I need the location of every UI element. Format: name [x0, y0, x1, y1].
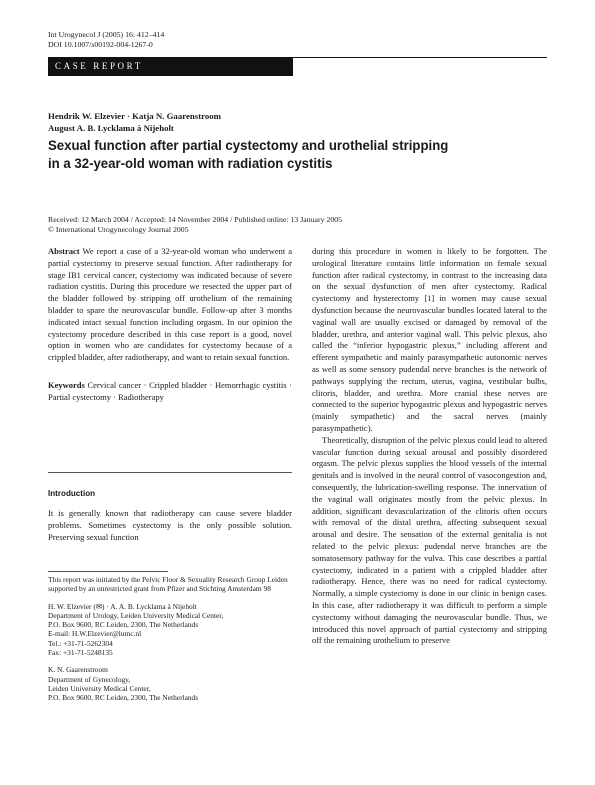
body-paragraph-1-part-a: during this procedure in women is likely to be forgotten. The urological literature contains little information on female sexual function after radical cystectomy, in contrast to the increasing data on the sexual dysfunction of men after cystectomy. Radical cystectomy and hysterectomy	[312, 246, 547, 304]
author1-email: E-mail: H.W.Elzevier@lumc.nl	[48, 629, 142, 639]
article-dates: Received: 12 March 2004 / Accepted: 14 November 2004 / Published online: 13 January 2005	[48, 215, 343, 224]
abstract-label: Abstract	[48, 246, 80, 256]
keywords-paragraph	[48, 380, 292, 404]
authors-line-1: Hendrik W. Elzevier · Katja N. Gaarenstroom	[48, 111, 221, 121]
authors-line-2: August A. B. Lycklama à Nijeholt	[48, 123, 174, 133]
article-copyright: © International Urogynecology Journal 2005	[48, 225, 189, 234]
footnote-divider	[48, 571, 168, 572]
author1-department: Department of Urology, Leiden University Medical Center,	[48, 610, 224, 620]
author2-department: Department of Gynecology,	[48, 674, 131, 684]
abstract-text: We report a case of a 32-year-old woman who underwent a partial cystectomy to preserve sexual function. After radiotherapy for stage IB1 cervical cancer, cystectomy was indicated because of severe radiation cystitis. During this procedure we resected the upper part of the bladder followed by stripping off urothelium of the remaining bladder to spare the neurovascular bundle. Follow-up after 3 months indicated intact sexual function including orgasm. In our opinion the cystectomy procedure described in this case report is a good, novel option in women who are candidates for cystectomy because of a crippled bladder, after radiotherapy, and want to retain sexual function.	[48, 246, 292, 363]
header-rule	[293, 57, 547, 58]
article-title-line-2: in a 32-year-old woman with radiation cystitis	[48, 156, 333, 172]
keywords-label: Keywords	[48, 379, 85, 390]
author2-name: K. N. Gaarenstroom	[48, 665, 108, 675]
article-type-label: CASE REPORT	[55, 61, 143, 71]
abstract-divider	[48, 472, 292, 473]
abstract-paragraph	[48, 246, 292, 364]
footnotes	[48, 575, 298, 703]
author1-address: P.O. Box 9600, RC Leiden, 2300, The Netherlands	[48, 620, 199, 630]
introduction-heading: Introduction	[48, 488, 96, 498]
body-paragraph-1	[312, 246, 547, 435]
introduction-text: It is generally known that radiotherapy can cause severe bladder problems. Sometimes cystectomy is the only possible solution. Preserving sexual function	[48, 508, 292, 542]
funding-note: This report was initiated by the Pelvic Floor & Sexuality Research Group Leiden supported by an unrestricted grant from Pfizer and Stichting Amsterdam 98	[48, 575, 288, 594]
article-title-line-1: Sexual function after partial cystectomy and urothelial stripping	[48, 138, 449, 154]
doi-line: DOI 10.1007/s00192-004-1267-0	[48, 40, 153, 49]
keywords-text: Cervical cancer · Crippled bladder · Hemorrhagic cystitis · Partial cystectomy · Radiotherapy	[48, 379, 292, 402]
left-column	[48, 246, 292, 404]
author1-tel: Tel.: +31-71-5262304	[48, 638, 113, 648]
journal-citation: Int Urogynecol J (2005) 16: 412–414	[48, 30, 165, 39]
body-paragraph-2: Theoretically, disruption of the pelvic plexus could lead to altered vascular function during sexual arousal and possibly disordered orgasm. The pelvic plexus supplies the blood vessels of the internal genitals and is involved in the neural control of vasocongestion and, consequently, the lubrication-swelling response. The innervation of the vaginal wall originates mostly from the pelvic plexus. In addition, significant devascularization of the clitoris often occurs with removal of the distal urethra, affecting subsequent sexual arousal and desire. The sensation of the external genitalia is not related to the pelvic plexus: pudendal nerve branches are the somatosensory pathway for the vulva. This case describes a partial cystectomy, indicated in a patient with a crippled bladder after radiotherapy. Hence, there was no need for radical cystectomy. Normally, a simple cystectomy is done in our clinic in benign cases. In this case, after radiotherapy it was difficult to perform a simple cystectomy without damaging the neurovascular bundle. Thus, we introduced this novel approach of partial cystectomy and stripping off the remaining urothelium to preserve	[312, 434, 547, 646]
citation-link[interactable]: [1]	[424, 293, 435, 304]
author1-fax: Fax: +31-71-5248135	[48, 648, 113, 658]
author2-organization: Leiden University Medical Center,	[48, 683, 151, 693]
author1-name: H. W. Elzevier (✉) · A. A. B. Lycklama à Nijeholt	[48, 601, 197, 611]
author2-address: P.O. Box 9600, RC Leiden, 2300, The Netherlands	[48, 693, 199, 703]
right-column	[312, 246, 547, 647]
body-paragraph-1-part-b: in women may cause sexual dysfunction because the neurovascular bundles located lateral to the vaginal wall are usually excised or damaged by removal of the bladder, urethra, and anterior vaginal wall. This pelvic plexus, also called the “inferior hypogastric plexus,” including afferent and efferent sympathetic and mainly parasympathetic autonomic nerves as well as some sensory pudendal nerve branches is the network of pathways supplying the rectum, uterus, vagina, vestibular bulbs, clitoris, bladder, and urethra. More cranial these nerves are connected to the superior hypogastric plexus and hypogastric nerves (mainly sympathetic) and the sacral nerves (mainly parasympathetic).	[312, 293, 548, 433]
